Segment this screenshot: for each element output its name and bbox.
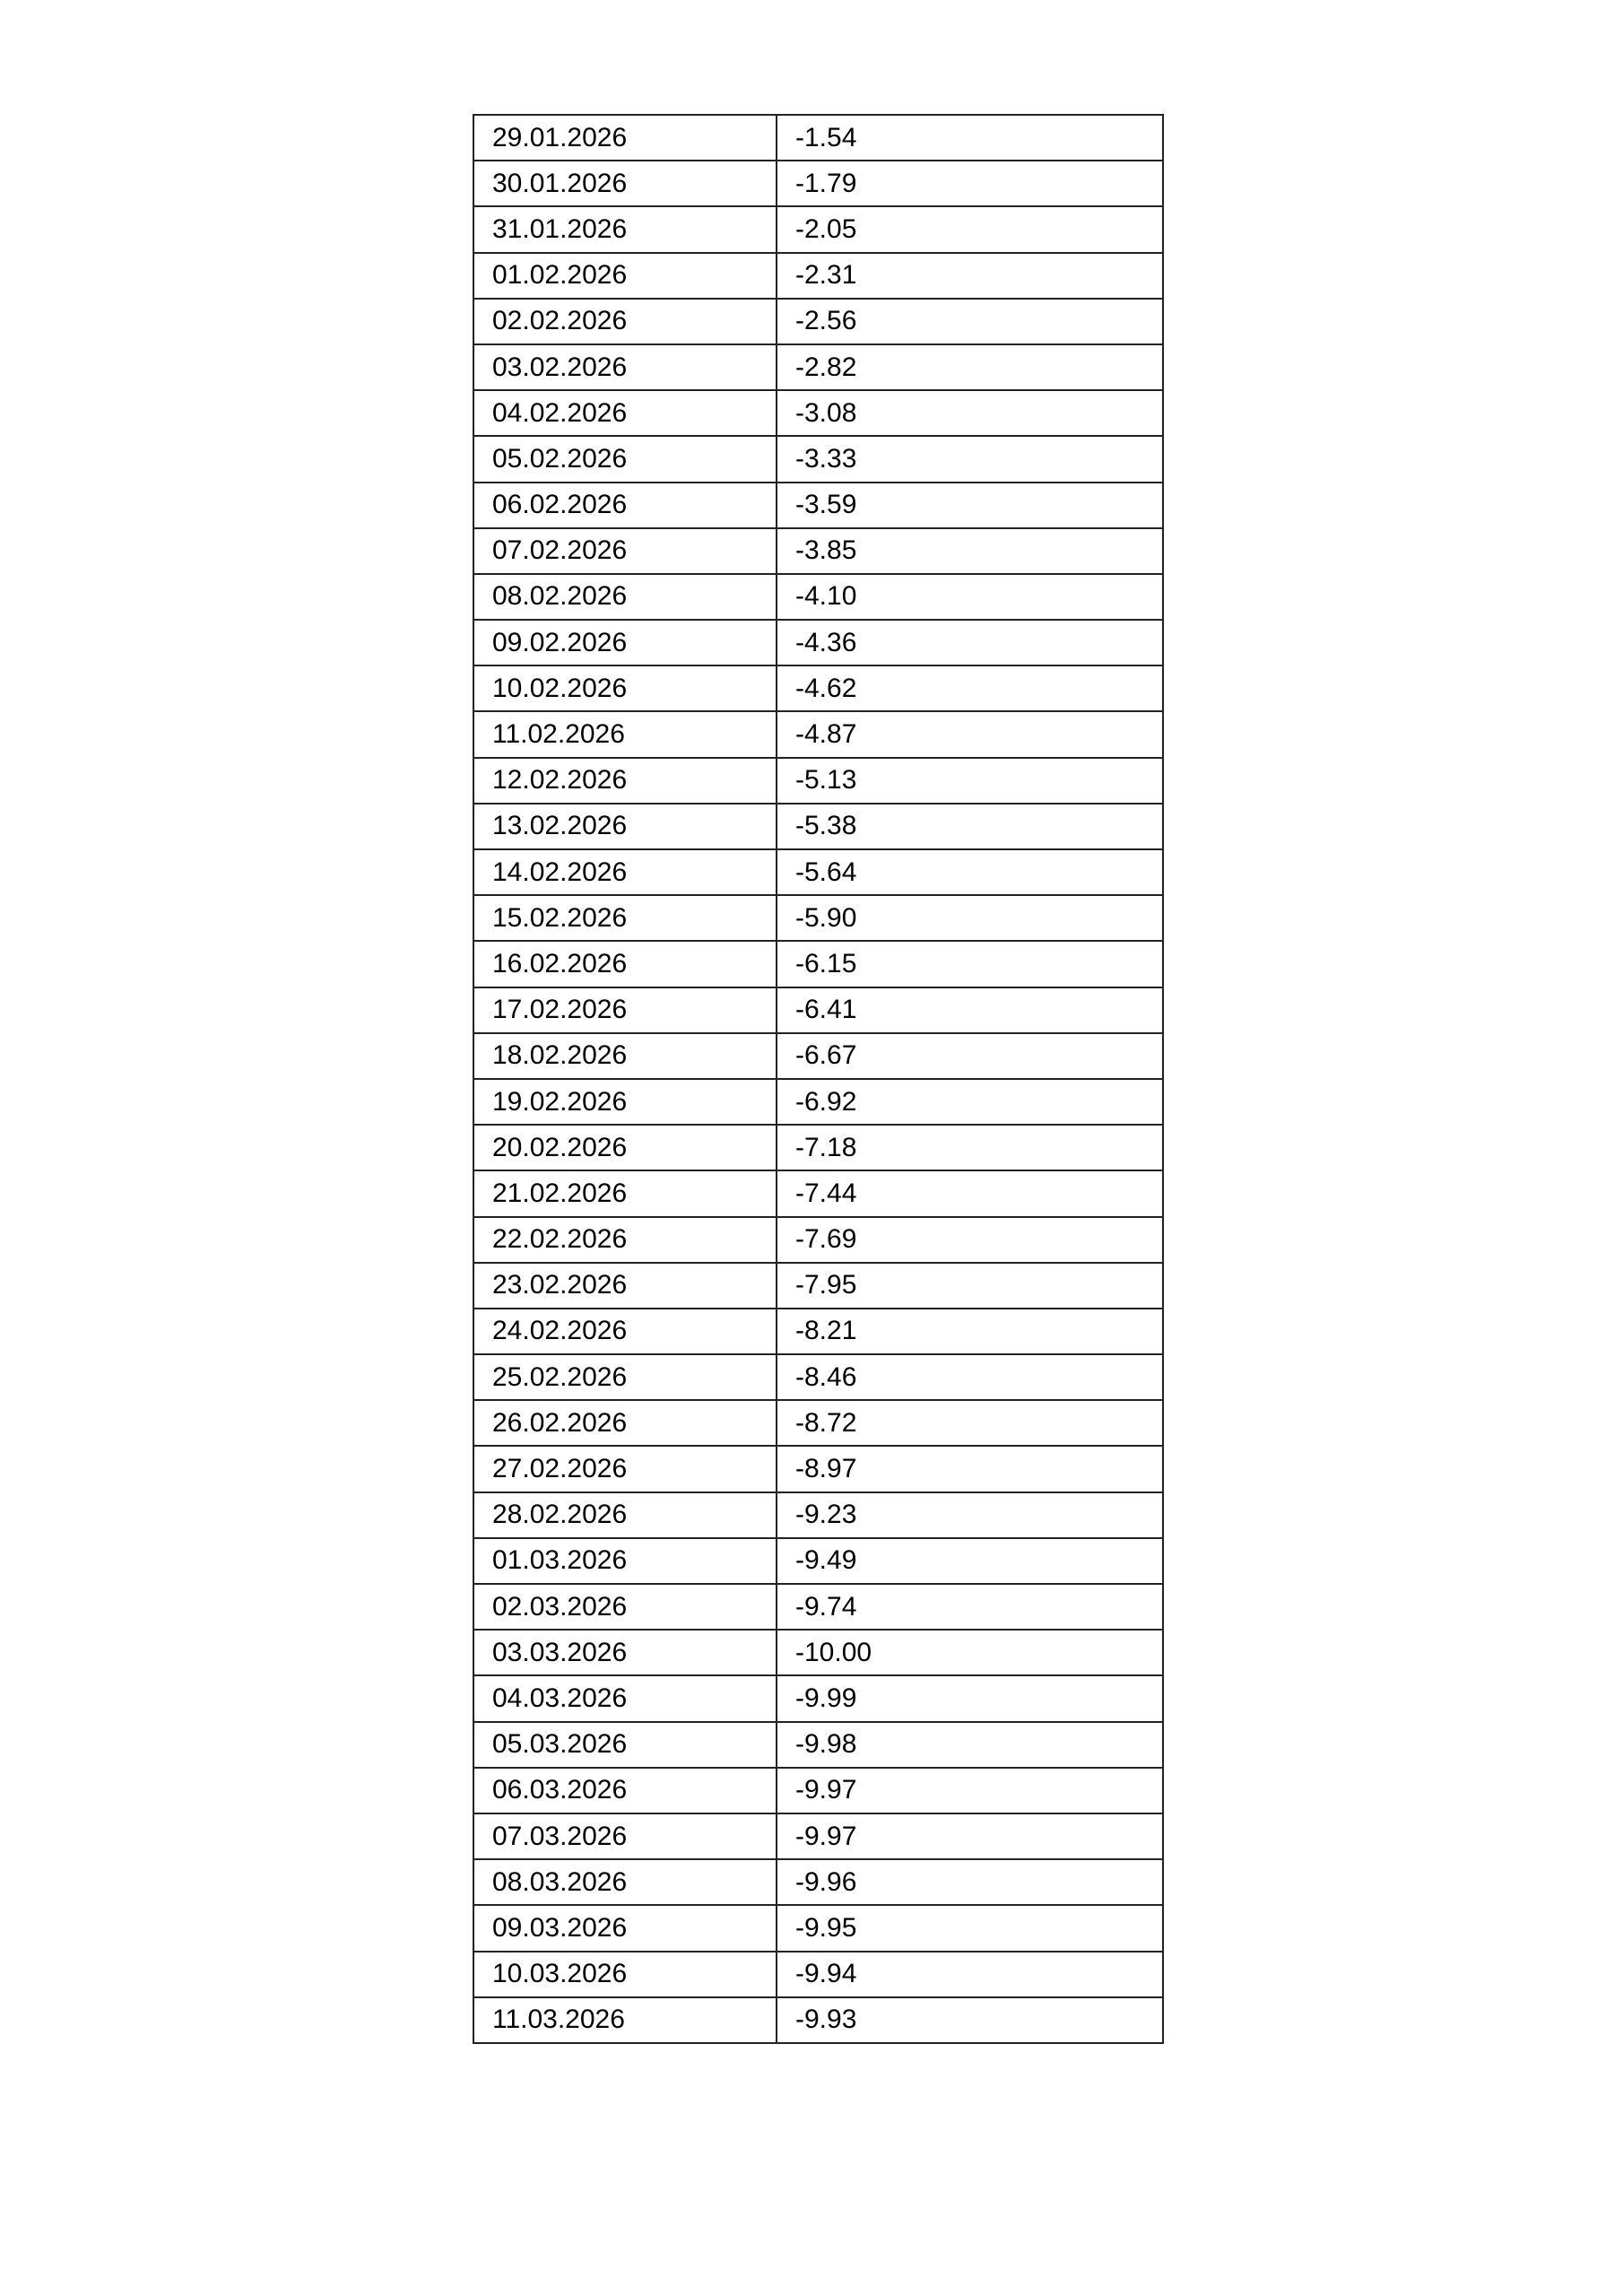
table-row (473, 528, 1163, 574)
value-cell: -4.87 (777, 711, 1163, 757)
value-cell: -7.44 (777, 1170, 1163, 1216)
date-cell: 28.02.2026 (473, 1492, 777, 1538)
date-cell: 07.02.2026 (473, 528, 777, 574)
date-cell: 24.02.2026 (473, 1309, 777, 1354)
table-row (473, 1125, 1163, 1170)
table-row (473, 483, 1163, 528)
date-cell: 19.02.2026 (473, 1079, 777, 1125)
date-cell: 15.02.2026 (473, 895, 777, 941)
value-cell: -9.93 (777, 1997, 1163, 2043)
date-cell: 09.03.2026 (473, 1905, 777, 1951)
table-row (473, 1768, 1163, 1813)
date-cell: 03.02.2026 (473, 344, 777, 390)
date-cell: 04.02.2026 (473, 390, 777, 436)
date-cell: 27.02.2026 (473, 1446, 777, 1492)
table-row (473, 1813, 1163, 1859)
value-cell: -8.21 (777, 1309, 1163, 1354)
value-cell: -9.97 (777, 1768, 1163, 1813)
table-row (473, 758, 1163, 804)
date-cell: 22.02.2026 (473, 1217, 777, 1263)
table-row (473, 1584, 1163, 1630)
date-cell: 08.03.2026 (473, 1859, 777, 1905)
value-cell: -3.59 (777, 483, 1163, 528)
date-cell: 10.02.2026 (473, 665, 777, 711)
table-row (473, 1309, 1163, 1354)
value-cell: -3.33 (777, 436, 1163, 482)
table-row (473, 574, 1163, 620)
value-cell: -9.99 (777, 1675, 1163, 1721)
date-cell: 21.02.2026 (473, 1170, 777, 1216)
table-row (473, 1492, 1163, 1538)
table-row (473, 620, 1163, 665)
date-cell: 11.03.2026 (473, 1997, 777, 2043)
table-row (473, 1354, 1163, 1400)
date-cell: 10.03.2026 (473, 1952, 777, 1997)
date-cell: 12.02.2026 (473, 758, 777, 804)
table-row (473, 206, 1163, 252)
value-cell: -10.00 (777, 1630, 1163, 1675)
value-cell: -5.38 (777, 804, 1163, 849)
table-row (473, 344, 1163, 390)
date-cell: 06.03.2026 (473, 1768, 777, 1813)
value-cell: -3.85 (777, 528, 1163, 574)
date-cell: 02.02.2026 (473, 299, 777, 344)
value-cell: -5.64 (777, 849, 1163, 895)
value-cell: -4.10 (777, 574, 1163, 620)
date-cell: 25.02.2026 (473, 1354, 777, 1400)
value-cell: -9.98 (777, 1722, 1163, 1768)
table-row (473, 253, 1163, 299)
table-row (473, 161, 1163, 206)
table-row (473, 1400, 1163, 1446)
date-cell: 04.03.2026 (473, 1675, 777, 1721)
date-cell: 01.02.2026 (473, 253, 777, 299)
value-cell: -9.49 (777, 1538, 1163, 1584)
date-cell: 11.02.2026 (473, 711, 777, 757)
value-cell: -9.97 (777, 1813, 1163, 1859)
date-cell: 23.02.2026 (473, 1263, 777, 1309)
date-cell: 02.03.2026 (473, 1584, 777, 1630)
value-cell: -3.08 (777, 390, 1163, 436)
value-cell: -7.95 (777, 1263, 1163, 1309)
table-row (473, 711, 1163, 757)
table-row (473, 1997, 1163, 2043)
date-cell: 07.03.2026 (473, 1813, 777, 1859)
date-cell: 29.01.2026 (473, 115, 777, 161)
table-row (473, 1859, 1163, 1905)
date-cell: 03.03.2026 (473, 1630, 777, 1675)
table-row (473, 1630, 1163, 1675)
table-row (473, 1217, 1163, 1263)
table-row (473, 1538, 1163, 1584)
table-row (473, 1722, 1163, 1768)
date-cell: 14.02.2026 (473, 849, 777, 895)
value-cell: -8.97 (777, 1446, 1163, 1492)
value-cell: -1.54 (777, 115, 1163, 161)
value-cell: -5.90 (777, 895, 1163, 941)
date-cell: 06.02.2026 (473, 483, 777, 528)
date-cell: 16.02.2026 (473, 941, 777, 987)
table-row (473, 390, 1163, 436)
table-row (473, 1675, 1163, 1721)
date-cell: 13.02.2026 (473, 804, 777, 849)
date-cell: 20.02.2026 (473, 1125, 777, 1170)
value-cell: -8.72 (777, 1400, 1163, 1446)
value-cell: -6.41 (777, 987, 1163, 1033)
table-row (473, 299, 1163, 344)
value-cell: -7.69 (777, 1217, 1163, 1263)
table-row (473, 895, 1163, 941)
date-cell: 09.02.2026 (473, 620, 777, 665)
date-cell: 30.01.2026 (473, 161, 777, 206)
value-cell: -9.95 (777, 1905, 1163, 1951)
value-cell: -7.18 (777, 1125, 1163, 1170)
value-cell: -2.56 (777, 299, 1163, 344)
table-row (473, 1446, 1163, 1492)
value-cell: -9.74 (777, 1584, 1163, 1630)
table-row (473, 115, 1163, 161)
table-body (473, 115, 1163, 2043)
value-cell: -9.94 (777, 1952, 1163, 1997)
value-cell: -9.23 (777, 1492, 1163, 1538)
value-cell: -5.13 (777, 758, 1163, 804)
value-cell: -2.05 (777, 206, 1163, 252)
date-cell: 01.03.2026 (473, 1538, 777, 1584)
table-row (473, 1952, 1163, 1997)
value-cell: -2.82 (777, 344, 1163, 390)
table-row (473, 1905, 1163, 1951)
table-row (473, 1170, 1163, 1216)
value-cell: -6.67 (777, 1033, 1163, 1079)
table-row (473, 1263, 1163, 1309)
value-cell: -2.31 (777, 253, 1163, 299)
value-cell: -6.92 (777, 1079, 1163, 1125)
value-cell: -4.62 (777, 665, 1163, 711)
value-cell: -8.46 (777, 1354, 1163, 1400)
value-cell: -1.79 (777, 161, 1163, 206)
date-cell: 18.02.2026 (473, 1033, 777, 1079)
table-row (473, 1033, 1163, 1079)
table-row (473, 804, 1163, 849)
table-row (473, 849, 1163, 895)
date-cell: 05.02.2026 (473, 436, 777, 482)
value-cell: -9.96 (777, 1859, 1163, 1905)
table-row (473, 1079, 1163, 1125)
date-cell: 05.03.2026 (473, 1722, 777, 1768)
value-cell: -6.15 (777, 941, 1163, 987)
data-table (473, 114, 1164, 2044)
date-cell: 31.01.2026 (473, 206, 777, 252)
date-cell: 26.02.2026 (473, 1400, 777, 1446)
table-row (473, 436, 1163, 482)
value-cell: -4.36 (777, 620, 1163, 665)
date-cell: 08.02.2026 (473, 574, 777, 620)
date-cell: 17.02.2026 (473, 987, 777, 1033)
table-row (473, 987, 1163, 1033)
table-row (473, 941, 1163, 987)
table-row (473, 665, 1163, 711)
